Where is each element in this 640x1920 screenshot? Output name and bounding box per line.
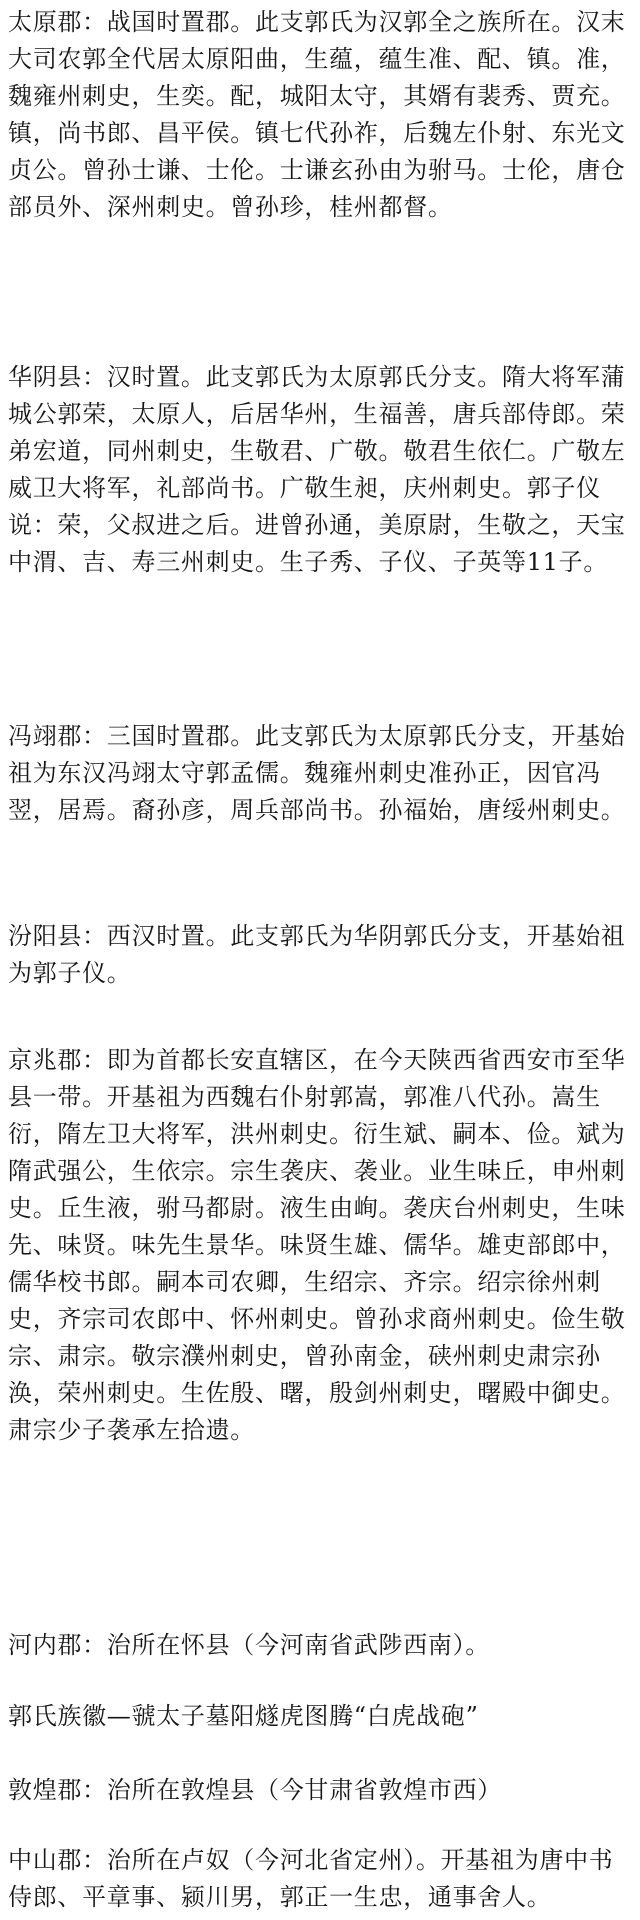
paragraph-fengyi: 冯翊郡：三国时置郡。此支郭氏为太原郭氏分支，开基始祖为东汉冯翊太守郭孟儒。魏雍州刺史准孙正，因官冯翌，居焉。裔孙彦，周兵部尚书。孙福始，唐绥州刺史。 <box>8 722 626 824</box>
paragraph-henei: 河内郡：治所在怀县（今河南省武陟西南）。 <box>8 1631 490 1659</box>
paragraph-jingzhao: 京兆郡：即为首都长安直辖区，在今天陕西省西安市至华县一带。开基祖为西魏右仆射郭嵩，郭准八代孙。嵩生衍，隋左卫大将军，洪州刺史。衍生斌、嗣本、俭。斌为隋武强公，生依宗。宗生袭庆、袭业。业生味丘，申州刺史。丘生液，驸马都尉。液生由峋。袭庆台州刺史，生味先、味贤。味先生景华。味贤生雄、儒华。雄吏部郎中，儒华校书郎。嗣本司农卿，生绍宗、齐宗。绍宗徐州刺史，齐宗司农郎中、怀州刺史。曾孙求商州刺史。俭生敬宗、肃宗。敬宗濮州刺史，曾孙南金，硖州刺史肃宗孙涣，荣州刺史。生佐殷、曙，殷剑州刺史，曙殿中御史。肃宗少子袭承左拾遗。 <box>8 1046 626 1444</box>
paragraph-taiyuan: 太原郡：战国时置郡。此支郭氏为汉郭全之族所在。汉末大司农郭全代居太原阳曲，生蕴，蕴生准、配、镇。准，魏雍州刺史，生奕。配，城阳太守，其婿有裴秀、贾充。镇，尚书郎、昌平侯。镇七代孙祚，后魏左仆射、东光文贞公。曾孙士谦、士伦。士谦玄孙由为驸马。士伦，唐仓部员外、深州刺史。曾孙珍，桂州都督。 <box>8 8 626 221</box>
paragraph-clan-emblem: 郭氏族徽—虢太子墓阳燧虎图腾“白虎战砲” <box>8 1702 479 1730</box>
paragraph-dunhuang: 敦煌郡：治所在敦煌县（今甘肃省敦煌市西） <box>8 1776 502 1804</box>
paragraph-huayin: 华阴县：汉时置。此支郭氏为太原郭氏分支。隋大将军蒲城公郭荣，太原人，后居华州，生福善，唐兵部侍郎。荣弟宏道，同州刺史，生敬君、广敬。敬君生依仁。广敬左威卫大将军，礼部尚书。广敬生昶，庆州刺史。郭子仪说：荣，父叔进之后。进曾孙通，美原尉，生敬之，天宝中渭、吉、寿三州刺史。生子秀、子仪、子英等11子。 <box>8 363 626 576</box>
paragraph-zhongshan: 中山郡：治所在卢奴（今河北省定州）。开基祖为唐中书侍郎、平章事、颍川男，郭正一生忠，通事舍人。 <box>8 1846 614 1911</box>
paragraph-fenyang: 汾阳县：西汉时置。此支郭氏为华阴郭氏分支，开基始祖为郭子仪。 <box>8 922 626 987</box>
